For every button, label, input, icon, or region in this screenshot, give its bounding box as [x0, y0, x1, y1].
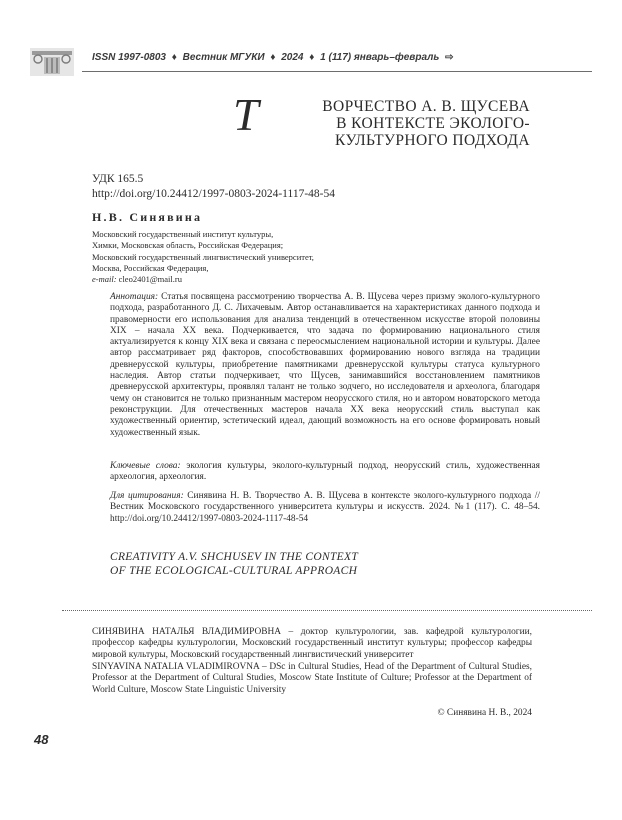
title-line-3: КУЛЬТУРНОГО ПОДХОДА	[335, 132, 530, 149]
header-divider	[82, 71, 592, 72]
diamond-icon: ♦	[309, 52, 315, 63]
abstract	[110, 292, 540, 439]
journal-name: Вестник МГУКИ	[182, 52, 265, 63]
title-drop-cap: Т	[233, 89, 259, 140]
dotted-divider	[62, 610, 592, 611]
keywords-text: экология культуры, эколого-культурный подход, неорусский стиль, художественная археология, археология.	[110, 461, 540, 483]
title-line-1: ВОРЧЕСТВО А. В. ЩУСЕВА	[322, 98, 530, 115]
article-meta	[92, 172, 335, 202]
affiliation-line: Московский государственный институт культуры,	[92, 229, 274, 239]
copyright: © Синявина Н. В., 2024	[437, 708, 532, 718]
author-name: Н.В. Синявина	[92, 210, 203, 224]
diamond-icon: ♦	[171, 52, 177, 63]
keywords	[110, 461, 540, 484]
journal-header	[92, 52, 456, 63]
affiliation-line: Химки, Московская область, Российская Федерация;	[92, 240, 284, 251]
year: 2024	[281, 52, 304, 63]
affiliation-line: Москва, Российская Федерация,	[92, 262, 209, 273]
doi-link[interactable]: http://doi.org/10.24412/1997-0803-2024-1117-48-54	[92, 188, 335, 200]
title-line-2: В КОНТЕКСТЕ ЭКОЛОГО-	[336, 115, 530, 132]
running-header	[30, 48, 592, 78]
english-title-line-2: OF THE ECOLOGICAL-CULTURAL APPROACH	[110, 565, 358, 577]
citation-label: Для цитирования:	[110, 491, 184, 501]
article-title	[230, 89, 530, 149]
abstract-text: Статья посвящена рассмотрению творчества А. В. Щусева через призму эколого-культурного подхода, разработанного Д. С. Лихачевым. Автор останавливается на характеристиках данного подхода и правомерности его использования для анализа тенденций в отечественном искусстве второй половины XIX – начала XX века. Подчеркивается, что задача по формированию национального стиля актуализируется к концу XIX века и связана с переосмыслением национальной истории и культуры. Далее автор рассматривает ряд факторов, способствовавших формированию нового взгляда на традиции древнерусской культуры, приобретение памятниками древнерусской культуры статуса культурного наследия. Автор статьи подчеркивает, что Щусев, занимавшийся восстановлением памятников древнерусской архитектуры, проявлял талант не только зодчего, но исследователя и археолога, благодаря чему он становится не только признанным мастером неорусского стиля, но и автором новаторского метода реконструкции. Для отечественных мастеров начала XX века неорусский стиль выступал как художественный ориентир, эстетический идеал, дающий возможность на его основе формировать новый художественный язык.	[110, 292, 540, 438]
column-logo-icon	[30, 48, 74, 76]
abstract-label: Аннотация:	[110, 292, 159, 302]
arrow-right-icon: ⇨	[445, 52, 454, 63]
email-label: e-mail:	[92, 274, 117, 285]
author-bio-en: SINYAVINA NATALIA VLADIMIROVNA – DSc in Cultural Studies, Head of the Department of Cultural Studies, Professor at the Department of Cultural Studies, Moscow State Institute of Culture; Professor at the Department of World Culture, Moscow State Linguistic University	[92, 662, 532, 695]
author-bio-ru: СИНЯВИНА НАТАЛЬЯ ВЛАДИМИРОВНА – доктор культурологии, зав. кафедрой культурологии, профессор кафедры культурологии, Московский государственный институт культуры; профессор кафедры мировой культуры, Московский государственный лингвистический университет	[92, 627, 532, 660]
email-line	[92, 274, 314, 285]
citation	[110, 491, 540, 525]
affiliation-line: Московский государственный лингвистический университет,	[92, 251, 314, 262]
keywords-label: Ключевые слова:	[110, 461, 181, 471]
citation-text: Синявина Н. В. Творчество А. В. Щусева в контексте эколого-культурного подхода // Вестник Московского государственного университета культуры и искусств. 2024. №1 (117). С. 48–54. http://doi.org/10.24412/1997-0803-2024-1117-48-54	[110, 491, 540, 524]
issn: ISSN 1997-0803	[92, 52, 166, 63]
english-title	[110, 550, 358, 578]
author-affiliations	[92, 229, 314, 285]
diamond-icon: ♦	[270, 52, 276, 63]
udk: УДК 165.5	[92, 173, 144, 185]
issue: 1 (117) январь–февраль	[320, 52, 440, 63]
english-title-line-1: CREATIVITY A.V. SHCHUSEV IN THE CONTEXT	[110, 551, 359, 563]
page-number: 48	[34, 732, 49, 747]
email-link[interactable]: cleo2401@mail.ru	[118, 274, 182, 285]
